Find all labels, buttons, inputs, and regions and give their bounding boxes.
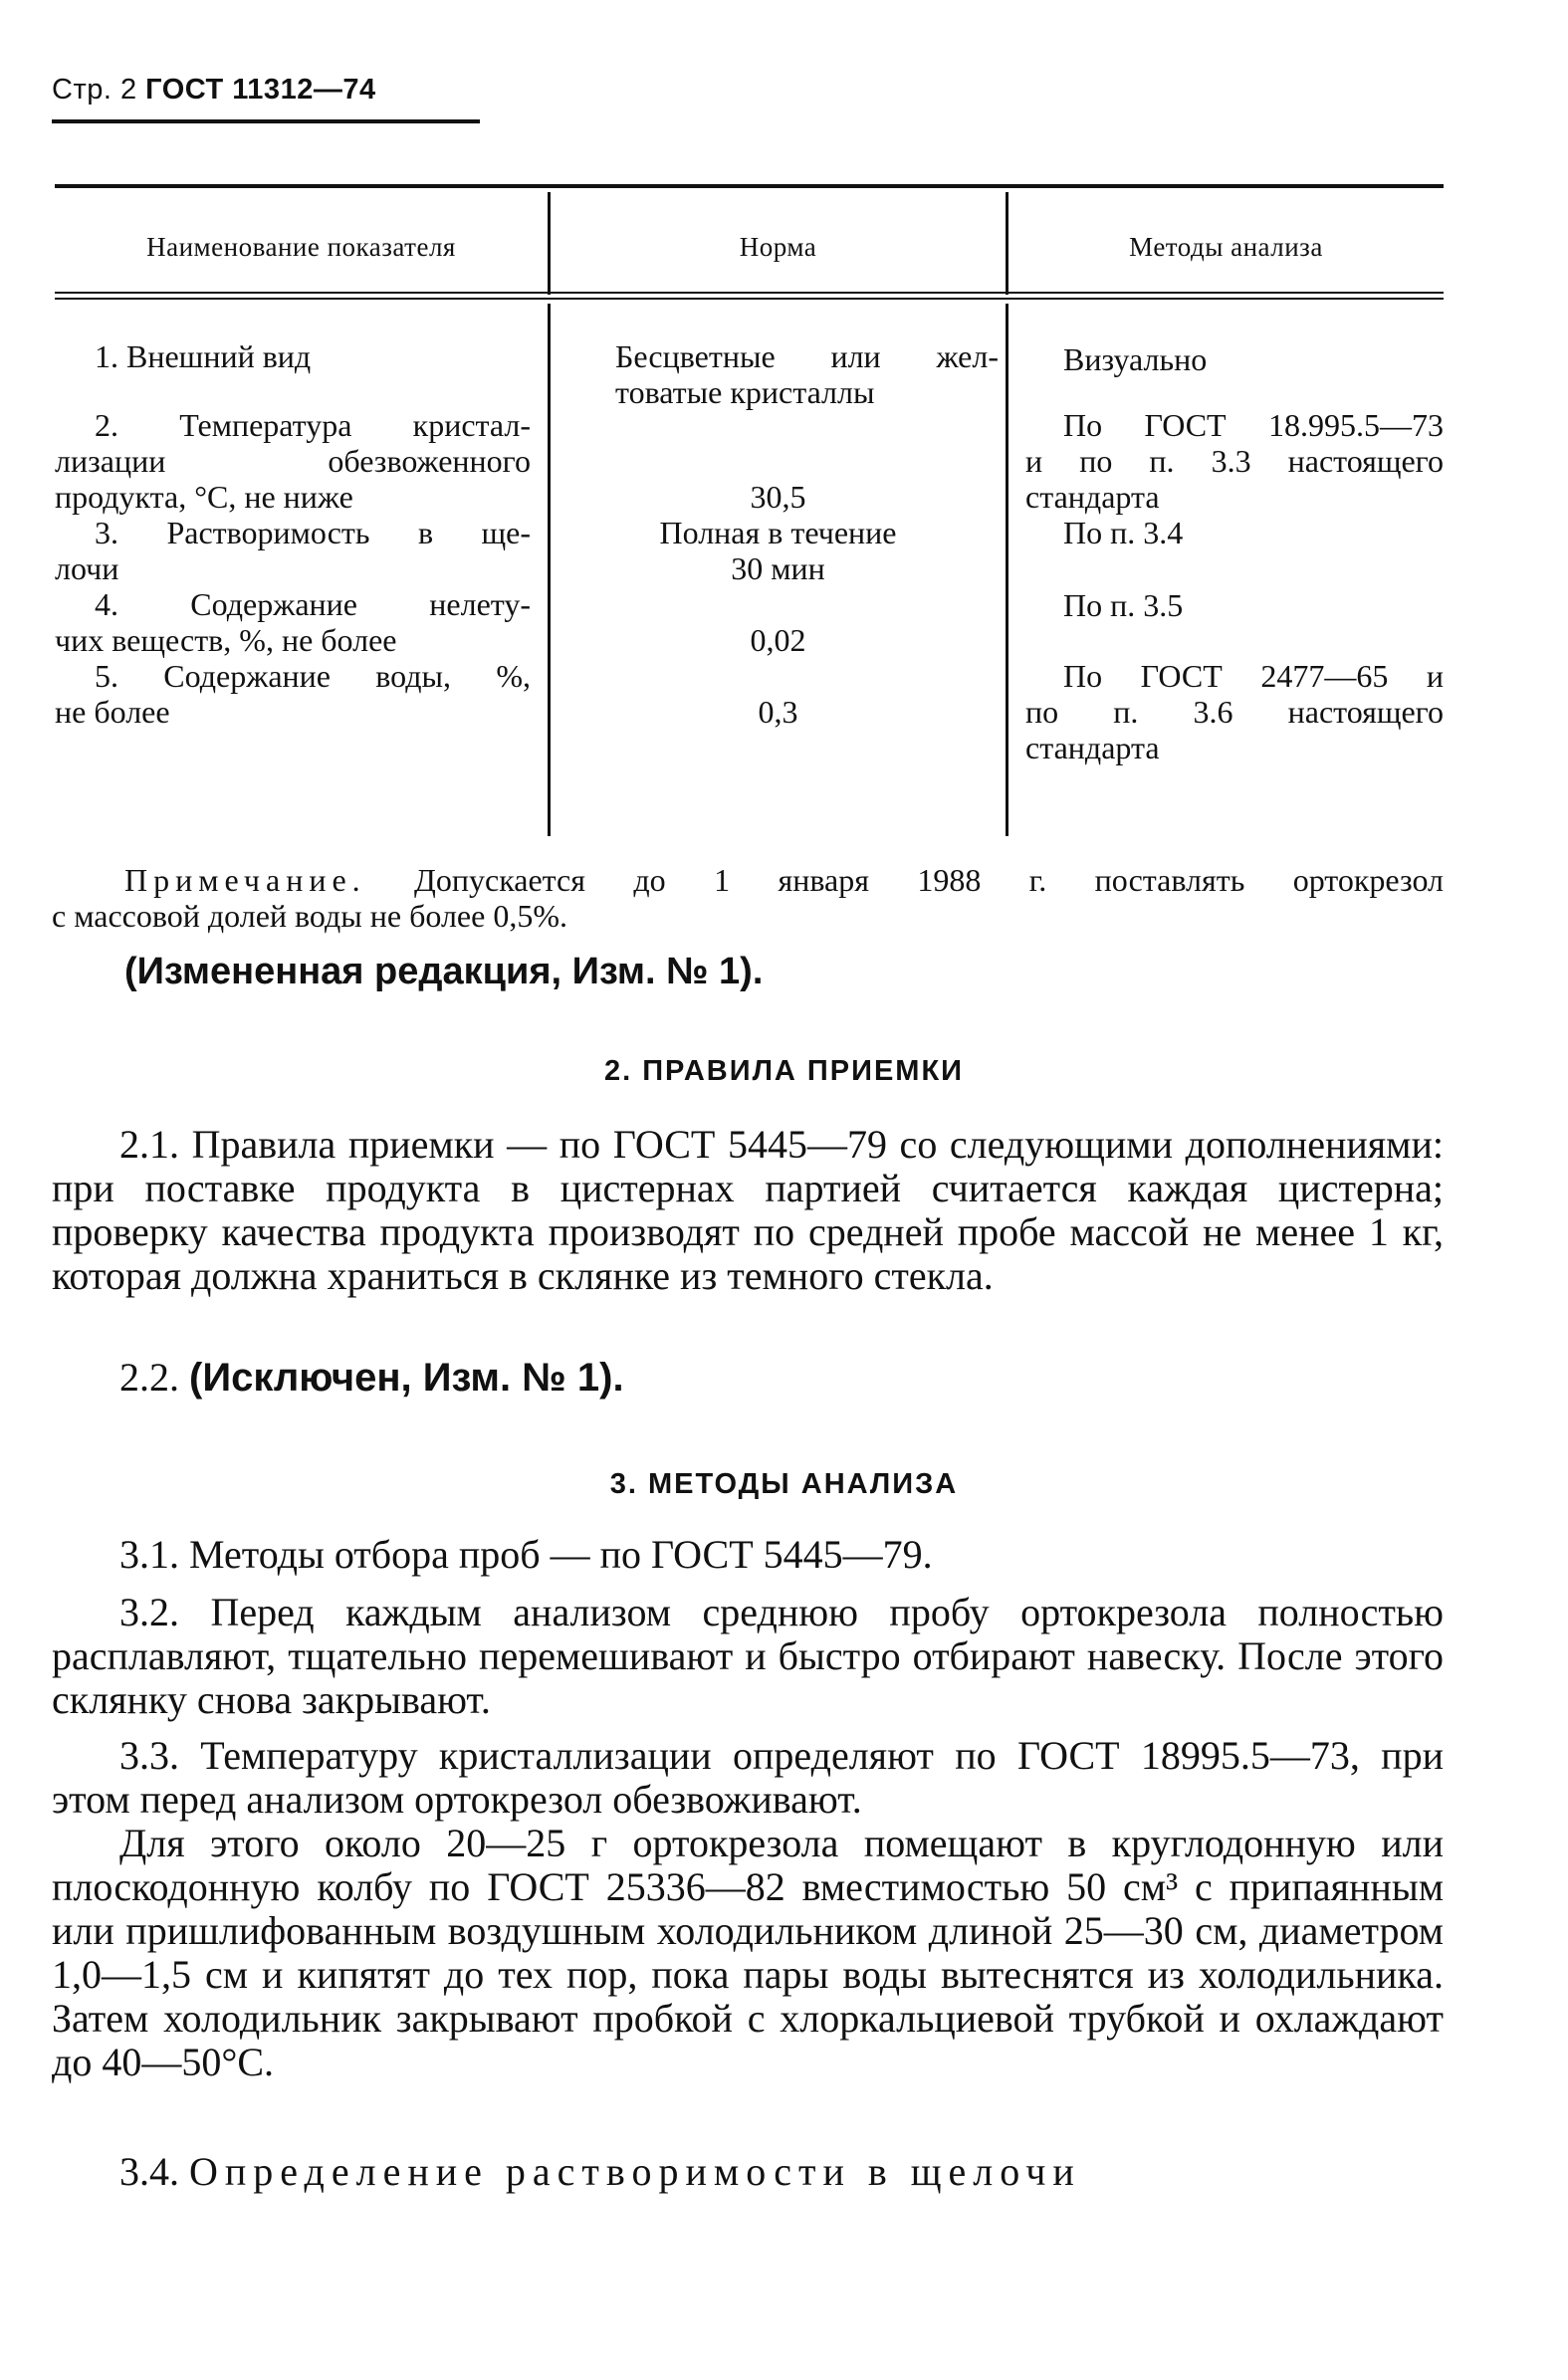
column-header-name: Наименование показателя	[146, 232, 456, 262]
header-rule	[52, 119, 480, 123]
note-line-2: с массовой долей воды не более 0,5%.	[52, 898, 567, 934]
row3-method-line: По п. 3.4	[1063, 515, 1184, 550]
paragraph-2-2	[52, 1356, 1444, 1400]
row1-name-line: 1. Внешний вид	[95, 338, 312, 374]
row4-name	[55, 586, 531, 658]
row3-name	[55, 515, 531, 586]
row2-name-line: 2. Температура кристал-	[95, 407, 531, 443]
row4-norm	[551, 622, 1006, 658]
row5-name	[55, 658, 531, 730]
row2-method-line: По ГОСТ 18.995.5—73	[1063, 407, 1444, 443]
row2-method	[1025, 407, 1444, 515]
paragraph-3-4	[52, 2150, 1444, 2194]
section-3-title: 3. МЕТОДЫ АНАЛИЗА	[609, 1468, 959, 1500]
paragraph-2-2-number: 2.2.	[119, 1355, 179, 1400]
paragraph-3-3: 3.3. Температуру кристаллизации определяют по ГОСТ 18995.5—73, при этом перед анализом ортокрезол обезвоживают.	[52, 1733, 1444, 1822]
table-note	[52, 862, 1444, 934]
table-divider	[1006, 304, 1008, 836]
row3-name-line: лочи	[55, 550, 119, 586]
row4-method-line: По п. 3.5	[1063, 587, 1184, 623]
specification-table	[55, 184, 1444, 836]
table-header-rule	[55, 292, 1444, 294]
page-header	[52, 74, 376, 107]
column-header-method: Методы анализа	[1129, 232, 1323, 262]
paragraph-3-4-title: Определение растворимости в щелочи	[189, 2149, 1081, 2194]
row2-norm	[551, 479, 1006, 515]
note-label: Примечание.	[124, 862, 366, 898]
row5-norm	[551, 694, 1006, 730]
paragraph-3-4-number: 3.4.	[119, 2149, 179, 2194]
row2-method-line: стандарта	[1025, 479, 1160, 515]
row3-norm-line: Полная в течение	[659, 515, 897, 550]
paragraph-3-3-continued: Для этого около 20—25 г ортокрезола помещают в круглодонную или плоскодонную колбу по ГОСТ 25336—82 вместимостью 50 см³ с припаянным или пришлифованным воздушным холодильником длиной 25—30 см, диаметром 1,0—1,5 см и кипятят до тех пор, пока пары воды вытеснятся из холодильника. Затем холодильник закрывают пробкой с хлоркальциевой трубкой и охлаждают до 40—50°С.	[52, 1821, 1444, 2084]
row2-name-line: лизации обезвоженного	[55, 443, 531, 479]
row4-name-line: 4. Содержание нелету-	[95, 586, 531, 622]
row4-method	[1063, 587, 1444, 623]
standard-code: ГОСТ 11312—74	[145, 74, 376, 106]
row5-name-line: не более	[55, 694, 170, 730]
row5-method-line: по п. 3.6 настоящего	[1025, 694, 1444, 730]
row3-name-line: 3. Растворимость в ще-	[95, 515, 531, 550]
row4-name-line: чих веществ, %, не более	[55, 622, 397, 658]
note-text: Допускается до 1 января 1988 г. поставлять ортокрезол	[414, 862, 1444, 898]
paragraph-2-1: 2.1. Правила приемки — по ГОСТ 5445—79 со следующими дополнениями: при поставке продукта в цистернах партией считается каждая цистерна; проверку качества продукта производят по средней пробе массой не менее 1 кг, которая должна храниться в склянке из темного стекла.	[52, 1122, 1444, 1298]
row5-method-line: По ГОСТ 2477—65 и	[1063, 658, 1444, 694]
row3-norm	[551, 515, 1006, 586]
row1-name	[95, 338, 533, 374]
row2-norm-line: 30,5	[750, 479, 806, 515]
row1-method-line: Визуально	[1063, 341, 1208, 377]
row5-norm-line: 0,3	[758, 694, 798, 730]
table-header-rule-2	[55, 298, 1444, 300]
row2-method-line: и по п. 3.3 настоящего	[1025, 443, 1444, 479]
table-top-rule	[55, 184, 1444, 188]
paragraph-3-1: 3.1. Методы отбора проб — по ГОСТ 5445—79.	[119, 1532, 933, 1577]
edited-revision-note: (Измененная редакция, Изм. № 1).	[124, 951, 764, 992]
row2-name-line: продукта, °С, не ниже	[55, 479, 353, 515]
row5-method	[1025, 658, 1444, 765]
row3-norm-line: 30 мин	[731, 550, 825, 586]
row2-name	[55, 407, 531, 515]
row3-method	[1063, 515, 1444, 550]
note-line-1	[52, 862, 1444, 898]
row5-name-line: 5. Содержание воды, %,	[95, 658, 531, 694]
column-header-norm: Норма	[739, 232, 817, 262]
paragraph-3-2: 3.2. Перед каждым анализом среднюю пробу ортокрезола полностью расплавляют, тщательно перемешивают и быстро отбирают навеску. После этого склянку снова закрывают.	[52, 1590, 1444, 1722]
paragraph-2-2-text: (Исключен, Изм. № 1).	[189, 1356, 624, 1400]
row1-norm-line: товатые кристаллы	[615, 374, 875, 410]
row1-norm-line: Бесцветные или жел-	[615, 338, 999, 374]
row5-method-line: стандарта	[1025, 730, 1160, 765]
page-label: Стр. 2	[52, 74, 137, 106]
row4-norm-line: 0,02	[750, 622, 806, 658]
section-2-title: 2. ПРАВИЛА ПРИЕМКИ	[603, 1055, 965, 1087]
row1-method	[1063, 341, 1444, 377]
row1-norm	[615, 338, 999, 410]
